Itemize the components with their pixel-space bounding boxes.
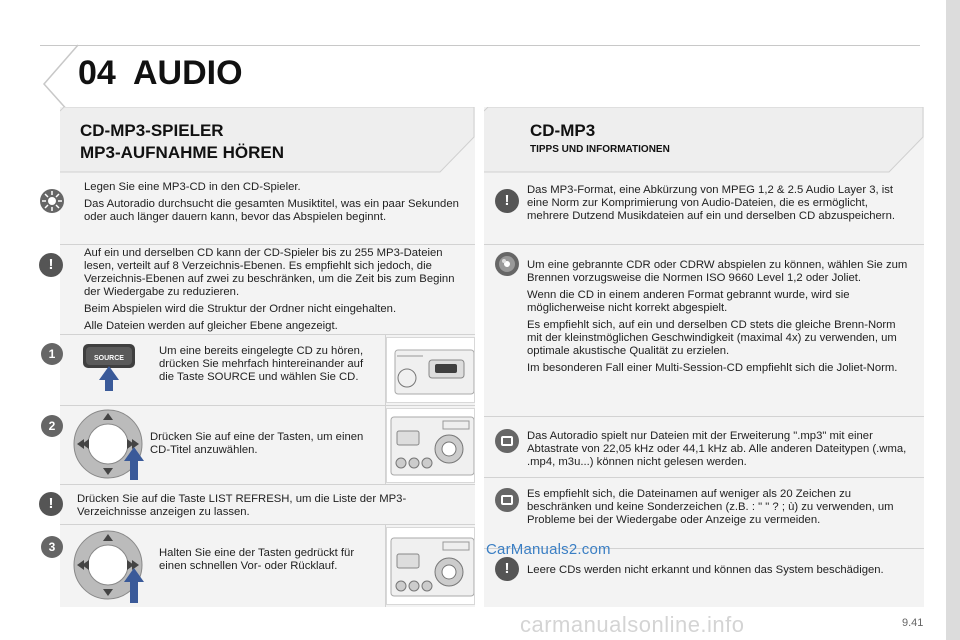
step3-text: Halten Sie eine der Tasten gedrückt für einen schnellen Vor- oder Rücklauf. (159, 547, 355, 572)
cd-burn-icon (494, 251, 520, 277)
radio-illustration-3 (386, 527, 475, 605)
sep-r2 (484, 416, 924, 417)
sep-4 (60, 484, 475, 485)
source-button-label: SOURCE (94, 355, 124, 362)
radio-illustration-2 (386, 408, 475, 483)
header-rule (40, 45, 920, 46)
arrow-pad-illustration-2 (70, 407, 150, 481)
tip-burn-p1: Um eine gebrannte CDR oder CDRW abspielen zu können, wählen Sie zum Brennen vorzugsweise die Normen ISO 9660 Level 1,2 oder Joliet. (527, 259, 908, 284)
warning-icon: ! (495, 557, 519, 581)
note-icon (495, 429, 519, 453)
tip-file-names: Es empfiehlt sich, die Dateinamen auf weniger als 20 Zeichen zu beschränken und keine Sonderzeichen (z.B. : " " ? ; ù) zu verwenden, um Probleme bei der Wiedergabe oder Anzeige zu vermeiden. (527, 488, 894, 526)
tip-mp3-format: Das MP3-Format, eine Abkürzung von MPEG 1,2 & 2.5 Audio Layer 3, ist eine Norm zur Komprimierung von Audio-Dateien, die es ermöglicht, mehrere Dutzend Musikdateien auf ein und derselben CD abzuspeichern. (527, 184, 895, 222)
step-number-1: 1 (41, 343, 63, 365)
warning-icon: ! (39, 253, 63, 277)
left-panel-title-2: MP3-AUFNAHME HÖREN (80, 143, 284, 162)
arrow-pad-illustration-3 (70, 528, 150, 604)
right-panel-subtitle: TIPPS UND INFORMATIONEN (530, 144, 670, 155)
page-number: 9.41 (902, 617, 924, 629)
right-panel-title: CD-MP3 (530, 121, 596, 140)
note-icon (495, 488, 519, 512)
tip-burn-p4: Im besonderen Fall einer Multi-Session-CD empfiehlt sich die Joliet-Norm. (527, 362, 898, 374)
cd-insert-icon (38, 187, 66, 215)
warning-icon: ! (495, 189, 519, 213)
note-p3: Alle Dateien werden auf gleicher Ebene angezeigt. (84, 320, 338, 332)
step1-text: Um eine bereits eingelegte CD zu hören, drücken Sie mehrfach hintereinander auf die Taste SOURCE und wählen Sie CD. (159, 345, 364, 383)
note-text (84, 247, 466, 337)
tip-empty-cd: Leere CDs werden nicht erkannt und können das System beschädigen. (527, 564, 884, 576)
step-number-3: 3 (41, 536, 63, 558)
step2-text: Drücken Sie auf eine der Tasten, um einen CD-Titel anzuwählen. (150, 431, 364, 456)
sep-5 (60, 524, 475, 525)
sep-3 (60, 405, 475, 406)
note-p1: Auf ein und derselben CD kann der CD-Spieler bis zu 255 MP3-Dateien lesen, verteilt auf 8 Verzeichnis-Ebenen. Es empfiehlt sich jedoch, die Verzeichnis-Ebenen auf zwei zu beschränken, um die Zeit bis zum Beginn der Wiedergabe zu reduzieren. (84, 247, 455, 298)
info-icon: ! (39, 492, 63, 516)
footer-watermark: carmanualsonline.info (520, 612, 745, 637)
intro-p1: Legen Sie eine MP3-CD in den CD-Spieler. (84, 181, 301, 193)
sep-r1 (484, 244, 924, 245)
tip-burn-norm (527, 259, 912, 379)
side-tab-bar (946, 0, 960, 640)
intro-text (84, 181, 464, 228)
tip-burn-p3: Es empfiehlt sich, auf ein und derselben CD stets die gleiche Brenn-Norm mit der kleinstmöglichen Geschwindigkeit (maximal 4x) zu verwenden, um optimale akustische Qualität zu erzielen. (527, 319, 897, 357)
tip-file-extension: Das Autoradio spielt nur Dateien mit der Erweiterung ".mp3" mit einer Abtastrate von 22,05 kHz oder 44,1 kHz ab. Alle anderen Dateitypen (.wma, .mp4, m3u...) können nicht gelesen werden. (527, 430, 907, 468)
chapter-number: 04 (78, 54, 116, 92)
step-number-2: 2 (41, 415, 63, 437)
sep-2 (60, 334, 475, 335)
sep-1 (60, 244, 475, 245)
intro-p2: Das Autoradio durchsucht die gesamten Musiktitel, was ein paar Sekunden oder auch länger dauern kann, bevor das Abspielen beginnt. (84, 198, 459, 223)
radio-illustration-1 (386, 337, 475, 403)
tip-burn-p2: Wenn die CD in einem anderen Format gebrannt wurde, wird sie möglicherweise nicht korrekt abgespielt. (527, 289, 850, 314)
note-p2: Beim Abspielen wird die Struktur der Ordner nicht eingehalten. (84, 303, 397, 315)
site-watermark: CarManuals2.com (486, 541, 611, 558)
left-panel-title-1: CD-MP3-SPIELER (80, 121, 224, 140)
sep-r3 (484, 477, 924, 478)
chapter-title: AUDIO (133, 54, 243, 92)
list-refresh-text: Drücken Sie auf die Taste LIST REFRESH, um die Liste der MP3-Verzeichnisse anzeigen zu lassen. (77, 493, 407, 518)
source-button-illustration (82, 342, 140, 392)
